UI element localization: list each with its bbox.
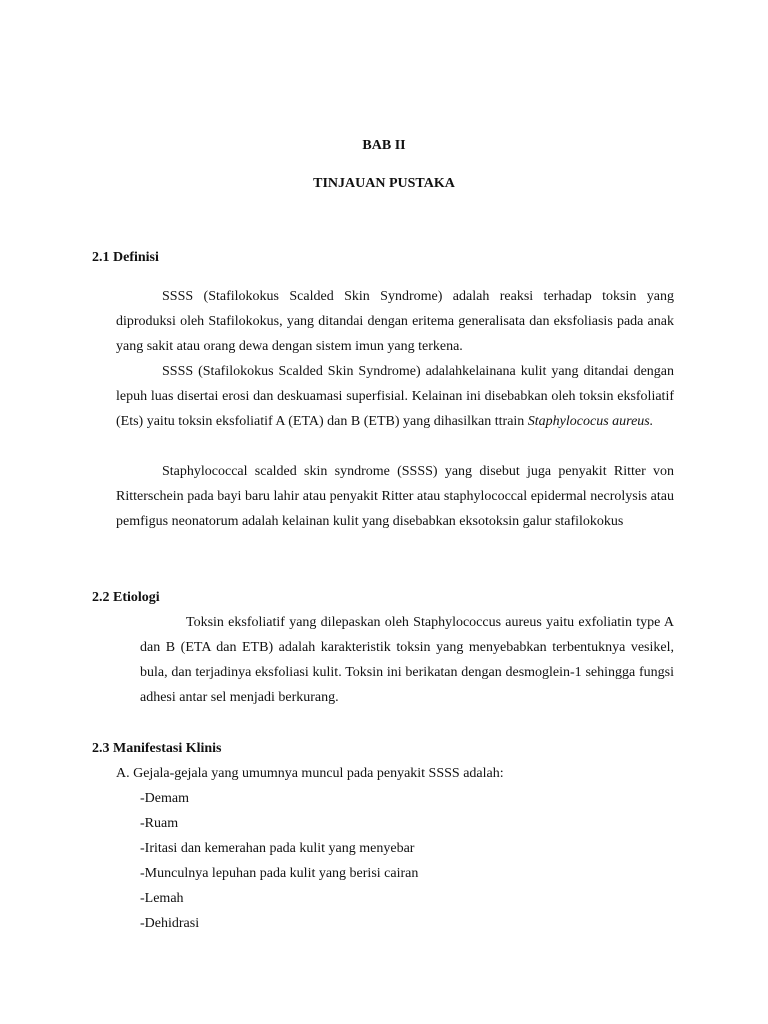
definisi-paragraph-2 <box>116 359 674 434</box>
section-heading-definisi: 2.1 Definisi <box>92 250 159 265</box>
section-heading-etiologi: 2.2 Etiologi <box>92 590 160 605</box>
list-item: -Demam <box>140 791 189 806</box>
manifestasi-intro: A. Gejala-gejala yang umumnya muncul pada penyakit SSSS adalah: <box>116 766 504 781</box>
etiologi-paragraph: Toksin eksfoliatif yang dilepaskan oleh Staphylococcus aureus yaitu exfoliatin type A dan B (ETA dan ETB) adalah karakteristik toksin yang menyebabkan terbentuknya vesikel, bula, dan terjadinya eksfoliasi kulit. Toksin ini berikatan dengan desmoglein-1 sehingga fungsi adhesi antar sel menjadi berkurang. <box>140 615 674 705</box>
list-item: -Lemah <box>140 891 184 906</box>
list-item: -Dehidrasi <box>140 916 200 931</box>
species-name: Staphylococus aureus. <box>527 414 654 429</box>
definisi-paragraph-3: Staphylococcal scalded skin syndrome (SSSS) yang disebut juga penyakit Ritter von Ritterschein pada bayi baru lahir atau penyakit Ritter atau staphylococcal epidermal necrolysis atau pemfigus neonatorum adalah kelainan kulit yang disebabkan eksotoksin galur stafilokokus <box>116 464 674 529</box>
list-item: -Munculnya lepuhan pada kulit yang berisi cairan <box>140 866 419 881</box>
list-item: -Iritasi dan kemerahan pada kulit yang menyebar <box>140 841 415 856</box>
section-heading-manifestasi: 2.3 Manifestasi Klinis <box>92 741 222 756</box>
chapter-title: TINJAUAN PUSTAKA <box>313 176 455 191</box>
definisi-paragraph-2-text: SSSS (Stafilokokus Scalded Skin Syndrome) adalahkelainana kulit yang ditandai dengan lepuh luas disertai erosi dan deskuamasi superfisial. Kelainan ini disebabkan oleh toksin eksfoliatif (Ets) yaitu toksin eksfoliatif A (ETA) dan B (ETB) yang dihasilkan ttrain <box>116 364 674 429</box>
chapter-number: BAB II <box>362 138 406 153</box>
list-item: -Ruam <box>140 816 179 831</box>
definisi-paragraph-1: SSSS (Stafilokokus Scalded Skin Syndrome) adalah reaksi terhadap toksin yang diproduksi oleh Stafilokokus, yang ditandai dengan eritema generalisata dan eksfoliasis pada anak yang sakit atau orang dewa dengan sistem imun yang terkena. <box>116 289 674 354</box>
